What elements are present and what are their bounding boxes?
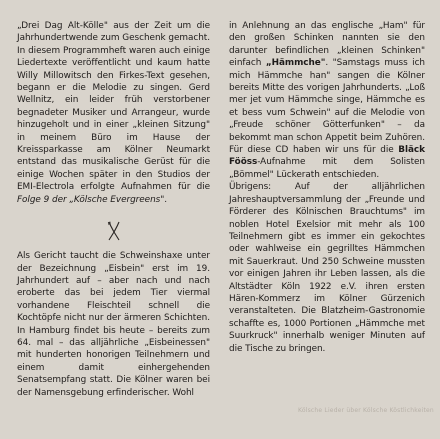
left-column [17,20,210,399]
italic-recording-title: Folge 9 der „Kölsche Evergreens" [17,194,165,205]
faint-footer-text: Kölsche Lieder über Kölsche Köstlichkeiten [298,407,434,414]
right-column [229,20,425,355]
paragraph-text: in Anlehnung an das englische „Ham" für den großen Schinken nannten sie den darunter befindlichen „kleinen Schinken" einfach [229,21,425,69]
paragraph-haemmche [229,20,425,181]
bold-haemmche: „Hämmche" [265,58,326,69]
paragraph-end: . [164,194,168,205]
crossed-utensils-icon [107,221,121,241]
paragraph-text: -Aufnahme mit dem Solisten „Bömmel" Lückerath entschieden. [229,157,425,180]
bold-band-name: Bläck Fööss [229,145,425,168]
paragraph-drei-dag [17,20,210,206]
paragraph-eisbein: Als Gericht taucht die Schweinshaxe unter der Bezeichnung „Eisbein" erst im 19. Jahrhundert auf – aber nach und nach eroberte das bei jedem Tier viermal vorhandene Fleischteil schnell die Kochtöpfe nicht nur der ärmeren Schichten. In Hamburg findet bis heute – bereits zum 64. mal – das alljährliche „Eisbeinessen" mit hunderten honorigen Teilnehmern und einem damit einhergehenden Senatsempfang statt. Die Kölner waren bei der Namensgebung erfinderischer. Wohl [17,251,210,398]
paragraph-text: . "Samstags muss ich mich Hämmche han" sangen die Kölner bereits Mitte des vorigen Jahrhunderts. „Loß mer jet vum Hämmche singe, Hämmche es et bess vum Schwein" auf die Melodie von „Freude schöner Götterfunken" – da bekommt man schon Appetit beim Zuhören. Für diese CD haben wir uns für die [229,58,426,156]
paragraph-uebrigens: Übrigens: Auf der alljährlichen Jahreshauptversammlung der „Freunde und Förderer des Kölnischen Brauchtums" im noblen Hotel Exelsior mit mehr als 100 Teilnehmern gibt es immer ein gekochtes oder wahlweise ein gegrilltes Hämmchen mit Sauerkraut. Und 250 Schweine mussten vor einigen Jahren ihr Leben lassen, als die Altstädter Köln 1922 e.V. ihren ersten Hären-Kommerz im Kölner Gürzenich veranstalteten. Die Blatzheim-Gastronomie schaffte es, 1000 Portionen „Hämmche met Suurkruck" innerhalb weniger Minuten auf die Tische zu bringen. [229,182,425,354]
paragraph-text: „Drei Dag Alt-Kölle" aus der Zeit um die Jahrhundertwende zum Geschenk gemacht. In diesem Programmheft waren auch einige Liedertexte veröffentlicht und kaum hatte Willy Millowitsch den Firkes-Text gesehen, begann er die Melodie zu singen. Gerd Wellnitz, ein leider früh verstorbener begnadeter Musiker und Arrangeur, wurde hinzugeholt und in einer „kleinen Sitzung" in meinem Büro im Hause der Kreissparkasse am Kölner Neumarkt entstand das musikalische Gerüst für die einige Wochen später in den Studios der EMI-Electrola erfolgte Aufnahmen für die [17,21,210,193]
